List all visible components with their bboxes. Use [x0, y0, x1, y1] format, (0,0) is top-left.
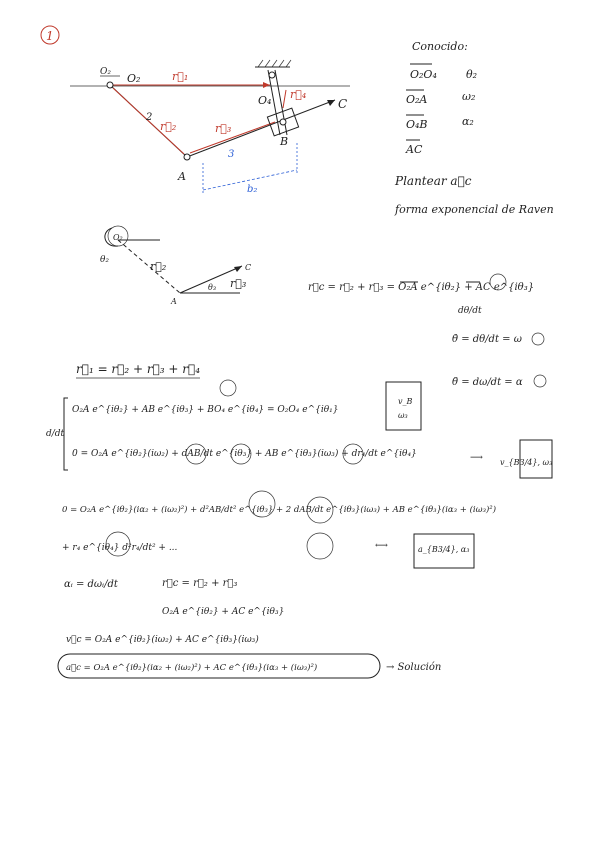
known-item-2: O₂A: [406, 93, 428, 106]
small-label-theta2: θ₂: [100, 255, 110, 265]
svg-text:⟷: ⟷: [375, 541, 388, 551]
mechanism-diagram: [70, 60, 350, 195]
eq-acc-1: 0 = O₂A e^{iθ₂}(iα₂ + (iω₂)²) + d²AB/dt² e^{iθ₃} + 2 dAB/dt e^{iθ₃}(iω₃) + AB e^{iθ₃}(iα₃ + (iω₃)²): [62, 505, 497, 515]
label-r2: r⃗₂: [160, 120, 177, 133]
box-1: [386, 382, 421, 430]
label-b: B: [280, 135, 289, 148]
eq-w: θ̇ = dθ/dt = ω: [452, 334, 522, 345]
svg-text:v_B: v_B: [398, 397, 413, 406]
eq-alpha-expr: αᵢ = dωᵢ/dt: [64, 579, 118, 590]
known-list: [394, 40, 554, 216]
joint-o4: [269, 72, 275, 78]
vel-unknowns: v_{B3/4}, ω₃: [500, 458, 553, 467]
eq-vel: 0 = O₂A e^{iθ₂}(iω₂) + dAB/dt e^{iθ₃} + AB e^{iθ₃}(iω₃) + dr₄/dt e^{iθ₄}: [72, 449, 417, 459]
known-symbol-3: α₂: [462, 115, 474, 128]
label-link2: 2: [146, 112, 153, 123]
eq-loop-exp: O₂A e^{iθ₂} + AB e^{iθ₃} + BO₄ e^{iθ₄} = O₂O₄ e^{iθ₁}: [72, 405, 339, 415]
label-o2-ground: O₂: [100, 67, 111, 77]
known-item-1: O₂O₄: [410, 68, 437, 81]
svg-text:⟶: ⟶: [470, 453, 483, 463]
eq-dtheta: dθ/dt: [458, 306, 482, 316]
small-vector-diagram: [100, 226, 251, 306]
label-link3: 3: [228, 149, 235, 160]
label-r4: r⃗₄: [290, 88, 307, 101]
label-c: C: [338, 97, 348, 111]
vector-r4: [283, 90, 286, 108]
label-o4: O₄: [258, 94, 272, 107]
eq-acc-2: + r₄ e^{iθ₄} d²r₄/dt² + ...: [62, 543, 178, 553]
task-text: Plantear a⃗c: [395, 174, 472, 188]
joint-b: [280, 119, 286, 125]
deriv-label: d/dt: [46, 429, 65, 439]
label-r1: r⃗₁: [172, 70, 189, 83]
small-label-r3: r⃗₃: [230, 277, 247, 290]
joint-o2: [107, 82, 113, 88]
right-equations: [308, 274, 546, 388]
link-ac: [187, 100, 335, 157]
final-section: [58, 578, 441, 678]
eq-rc-def: r⃗c = r⃗₂ + r⃗₃: [162, 578, 238, 589]
small-label-r2: r⃗₂: [150, 260, 167, 273]
svg-text:ω₃: ω₃: [398, 411, 408, 420]
svg-text:O₂: O₂: [113, 233, 123, 242]
small-label-theta3: θ₃: [208, 283, 217, 292]
eq-ac: a⃗c = O₂A e^{iθ₂}(iα₂ + (iω₂)²) + AC e^{iθ₃}(iα₃ + (iω₃)²): [66, 663, 318, 673]
eq-vc: v⃗c = O₂A e^{iθ₂}(iω₂) + AC e^{iθ₃}(iω₃): [66, 635, 259, 645]
small-label-a: A: [171, 297, 177, 306]
brace: [64, 398, 68, 470]
acceleration-section: [62, 491, 496, 568]
eq-rc-exp: O₂A e^{iθ₂} + AC e^{iθ₃}: [162, 607, 285, 617]
known-item-4: AC: [406, 143, 423, 156]
known-symbol-1: θ₂: [466, 68, 478, 81]
acc-unknowns: a_{B3/4}, α₃: [418, 545, 470, 554]
joint-a: [184, 154, 190, 160]
eq-loop: r⃗₁ = r⃗₂ + r⃗₃ + r⃗₄: [76, 362, 201, 376]
known-symbol-2: ω₂: [462, 90, 476, 103]
method-text: forma exponencial de Raven: [395, 203, 554, 216]
label-o2: O₂: [127, 72, 141, 85]
label-dim: b₂: [247, 184, 258, 195]
known-heading: Conocido:: [412, 40, 468, 53]
eq-pos-c: r⃗c = r⃗₂ + r⃗₃ = O₂A e^{iθ₂} + AC e^{iθ₃}: [308, 282, 535, 293]
label-r3: r⃗₃: [215, 122, 232, 135]
known-item-3: O₄B: [406, 118, 428, 131]
label-a: A: [178, 170, 186, 183]
problem-number: 1: [46, 29, 54, 43]
small-vector-r2: [118, 240, 180, 293]
ac-note: → Solución: [386, 662, 442, 673]
eq-alpha: θ̈ = dω/dt = α: [452, 377, 523, 388]
small-label-c: C: [245, 263, 252, 272]
